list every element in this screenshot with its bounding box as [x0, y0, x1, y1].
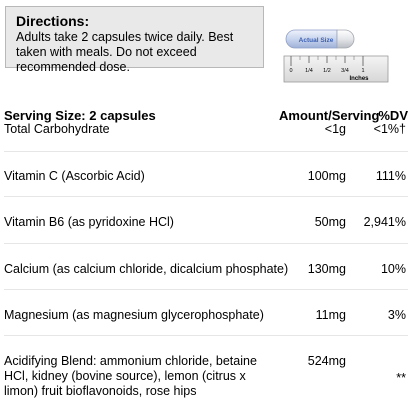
ruler-label-1: 1: [361, 68, 365, 74]
nutrient-dv: 111%: [375, 169, 406, 183]
directions-box: [5, 6, 264, 74]
nutrient-amount: 100mg: [307, 169, 346, 183]
capsule-icon: [286, 30, 354, 48]
nutrient-dv: **: [396, 371, 406, 385]
nutrient-amount: <1g: [324, 122, 346, 136]
directions-text: Adults take 2 capsules twice daily. Best taken with meals. Do not exceed recommended dose.: [16, 30, 234, 74]
nutrient-name: Acidifying Blend: ammonium chloride, betaine HCl, kidney (bovine source), lemon (citrus x limon) fruit bioflavonoids, rose hips: [4, 354, 257, 398]
capsule-ruler-graphic: [283, 22, 389, 84]
ruler-label-quarter: 1/4: [305, 68, 313, 74]
ruler-label-half: 1/2: [323, 68, 331, 74]
dv-header: %DV: [378, 108, 408, 123]
directions-heading: Directions:: [16, 13, 90, 29]
row-divider: [4, 335, 408, 336]
nutrient-amount: 524mg: [307, 354, 346, 368]
nutrient-dv: 10%: [380, 262, 406, 276]
ruler-icon: [284, 56, 388, 82]
ruler-label-three-quarter: 3/4: [341, 68, 349, 74]
nutrient-amount: 50mg: [314, 215, 346, 229]
supplement-facts-table: [4, 108, 408, 398]
row-divider: [4, 289, 408, 290]
capsule-actual-size-figure: [283, 22, 389, 84]
facts-header: [4, 108, 408, 122]
nutrient-name: Vitamin B6 (as pyridoxine HCl): [4, 215, 174, 229]
amount-per-serving-header: Amount/Serving: [279, 108, 380, 123]
serving-size: Serving Size: 2 capsules: [4, 108, 156, 123]
ruler-unit-label: Inches: [349, 76, 369, 82]
row-divider: [4, 243, 408, 244]
nutrient-name: Magnesium (as magnesium glycerophosphate): [4, 308, 264, 322]
nutrient-dv: 3%: [387, 308, 406, 322]
table-row: [4, 354, 408, 400]
nutrient-dv: <1%†: [373, 122, 406, 136]
nutrient-name: Vitamin C (Ascorbic Acid): [4, 169, 145, 183]
nutrient-name: Calcium (as calcium chloride, dicalcium phosphate): [4, 262, 289, 276]
row-divider: [4, 196, 408, 197]
nutrient-dv: 2,941%: [363, 215, 406, 229]
nutrient-name: Total Carbohydrate: [4, 122, 110, 136]
row-divider: [4, 151, 408, 152]
actual-size-badge: Actual Size: [298, 37, 334, 44]
nutrient-amount: 11mg: [315, 308, 346, 322]
ruler-label-0: 0: [289, 68, 293, 74]
nutrient-amount: 130mg: [307, 262, 346, 276]
